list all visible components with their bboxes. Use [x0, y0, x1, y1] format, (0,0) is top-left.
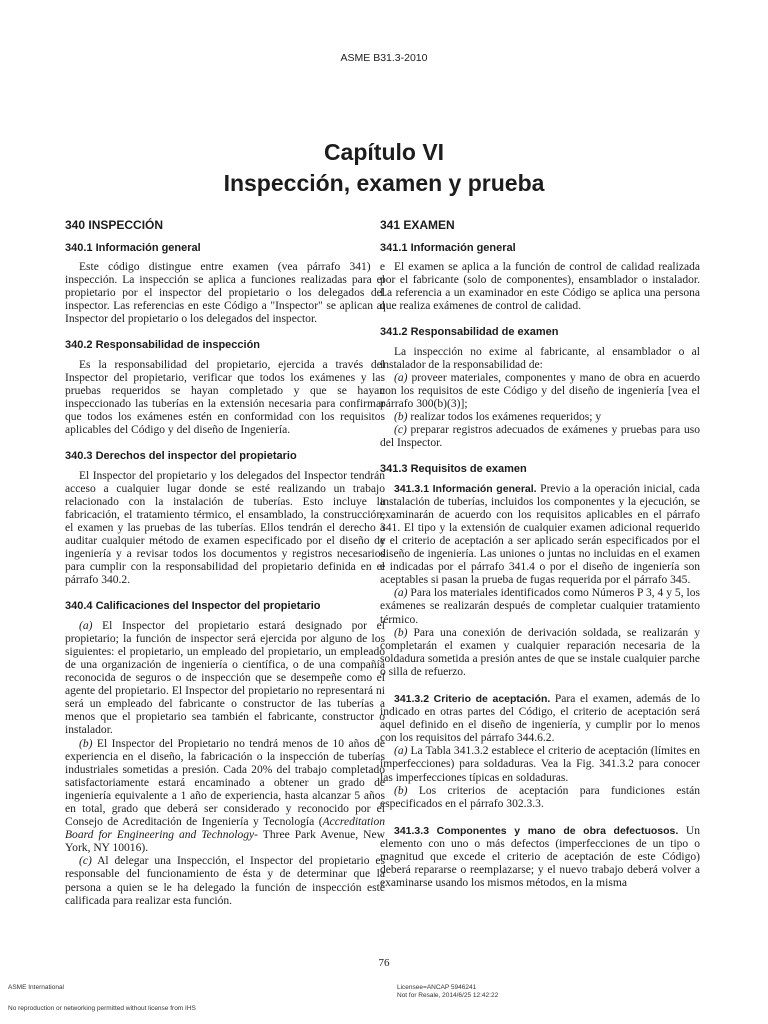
section-340-heading: 340 INSPECCIÓN [65, 218, 164, 232]
standard-header: ASME B31.3-2010 [340, 52, 428, 64]
item-text-a: La Tabla 341.3.2 establece el criterio de aceptación (límites en imperfecciones) para soldaduras. Vea la Fig. 341.3.2 para conocer las imperfecciones típicas en soldaduras. [380, 745, 700, 784]
section-340-2-heading: 340.2 Responsabilidad de inspección [65, 339, 261, 352]
section-340-1-heading: 340.1 Información general [65, 241, 201, 254]
page-number: 76 [378, 957, 390, 969]
item-label-c: (c) [394, 424, 407, 437]
paragraph-341-3-2 [380, 693, 700, 745]
footer-publisher: ASME International [8, 984, 65, 991]
item-label-c: (c) [79, 855, 92, 868]
paragraph-341-3-3 [380, 825, 700, 890]
run-in-heading-341-3-1: 341.3.1 Información general. [394, 482, 537, 495]
paragraph-341-3-2-text: Para el examen, además de lo indicado en otras partes del Código, el criterio de aceptación será aquel definido en el diseño de ingeniería, y cumplir por lo menos con los requisitos del párrafo 344.6.2. [380, 693, 700, 745]
item-text-b: Para una conexión de derivación soldada, se realizarán y completarán el examen y cualquier reparación necesaria de la soldadura sometida a presión antes de que se instale cualquier parche o silla de refuerzo. [380, 626, 700, 678]
item-label-b: (b) [394, 784, 408, 797]
item-label-a: (a) [79, 619, 93, 632]
paragraph-341-3-2-a [380, 745, 700, 784]
run-in-heading-341-3-3: 341.3.3 Componentes y mano de obra defectuosos. [394, 824, 679, 837]
section-341-1-heading: 341.1 Información general [380, 241, 516, 254]
item-label-a: (a) [394, 371, 408, 384]
footer-license-notice: No reproduction or networking permitted without license from IHS [8, 1005, 196, 1012]
paragraph-341-3-1-a [380, 587, 700, 626]
item-label-a: (a) [394, 745, 408, 758]
paragraph-340-2: Es la responsabilidad del propietario, ejercida a través del Inspector del propietario, verificar que todos los exámenes y las pruebas requeridos se hayan completado y que se hayan inspeccionado las tuberías en la extensión necesaria para confirmar que todos los exámenes estén en conformidad con los requisitos aplicables del Código y del diseño de Ingeniería. [65, 358, 385, 437]
item-text-b-italic: Accreditation Board for Engineering and Technology [65, 816, 385, 842]
right-column [380, 218, 700, 890]
item-text-b: realizar todos los exámenes requeridos; y [407, 411, 602, 424]
paragraph-341-3-3-text: Un elemento con uno o más defectos (imperfecciones de un tipo o magnitud que excede el criterio de aceptación de este Código) deberá repararse o reemplazarse; y el nuevo trabajo deberá volver a examinarse usando los mismos métodos, en la misma [380, 824, 701, 890]
item-label-a: (a) [394, 587, 408, 600]
item-text-c: Al delegar una Inspección, el Inspector del propietario es responsable del funcionamiento de ésta y de determinar que la persona a quien se le ha delegado la función de inspección esté calificada para realizar esta función. [65, 855, 385, 907]
paragraph-340-3: El Inspector del propietario y los delegados del Inspector tendrán acceso a cualquier lugar donde se esté realizando un trabajo relacionado con la instalación de tuberías. Esto incluye la fabricación, el tratamiento térmico, el ensamblado, la construcción, el examen y las pruebas de las tuberías. Ellos tendrán el derecho a auditar cualquier método de examen especificado por el diseño de ingeniería y a revisar todos los documentos y registros necesarios para cumplir con la responsabilidad del propietario definida en el párrafo 340.2. [65, 469, 385, 587]
paragraph-341-3-2-b [380, 785, 700, 811]
section-341-3-heading: 341.3 Requisitos de examen [380, 463, 527, 476]
item-text-a: Para los materiales identificados como Números P 3, 4 y 5, los exámenes se realizarán después de completar cualquier tratamiento térmico. [380, 587, 700, 626]
footer-resale-notice: Not for Resale, 2014/6/25 12:42:22 [397, 992, 499, 999]
paragraph-341-1: El examen se aplica a la función de control de calidad realizada por el fabricante (solo de componentes), ensamblador o instalador. La referencia a un examinador en este Código se aplica una persona que realiza exámenes de control de calidad. [380, 260, 700, 313]
paragraph-340-1: Este código distingue entre examen (vea párrafo 341) e inspección. La inspección se aplica a funciones realizadas para el propietario por el inspector del propietario o los delegados del inspector. Las referencias en este Código a "Inspector" se aplican al Inspector del propietario o los delegados del inspector. [65, 260, 385, 326]
item-text-b: El Inspector del Propietario no tendrá menos de 10 años de experiencia en el diseño, la fabricación o la inspección de tuberías industriales sometidas a presión. Cada 20% del trabajo completado satisfactoriamente estará encaminado a obtener un grado de ingeniería equivalente a 1 año de experiencia, hasta alcanzar 5 años en total, grado que deberá ser considerado y reconocido por el Consejo de Acreditación de Ingeniería y Tecnología ( [65, 737, 385, 829]
paragraph-341-3-1 [380, 483, 700, 588]
chapter-title: Capítulo VI [323, 139, 445, 165]
item-label-b: (b) [394, 626, 408, 639]
paragraph-341-3-1-b [380, 627, 700, 679]
paragraph-341-2-a [380, 372, 700, 411]
item-label-b: (b) [79, 737, 93, 750]
section-340-3-heading: 340.3 Derechos del inspector del propietario [65, 450, 297, 463]
footer-licensee: Licensee=ANCAP 5946241 [397, 984, 477, 991]
run-in-heading-341-3-2: 341.3.2 Criterio de aceptación. [394, 693, 551, 706]
chapter-heading [0, 137, 768, 199]
paragraph-341-2: La inspección no exime al fabricante, al ensamblador o al instalador de la responsabilidad de: [380, 345, 700, 371]
section-341-heading: 341 EXAMEN [380, 218, 455, 232]
paragraph-340-4-b [65, 738, 385, 856]
chapter-subtitle: Inspección, examen y prueba [223, 170, 545, 197]
section-340-4-heading: 340.4 Calificaciones del Inspector del propietario [65, 600, 321, 613]
paragraph-341-3-1-text: Previo a la operación inicial, cada instalación de tuberías, incluidos los componentes y la ejecución, se examinarán de acuerdo con los requisitos aplicables en el párrafo 341. El tipo y la extensión de cualquier examen adicional requerido y el criterio de aceptación a ser aplicado serán especificados por el diseño de ingeniería. Las uniones o juntas no incluidas en el examen e indicadas por el párrafo 341.4 o por el diseño de ingeniería son aceptables si pasan la prueba de fugas requerida por el párrafo 345. [380, 482, 700, 587]
item-text-a: El Inspector del propietario estará designado por el propietario; la función de inspector será ejercida por alguno de los siguientes: el propietario, un empleado del propietario, un empleado de una organización de ingeniería o científica, o de una compañía reconocida de seguros o de inspección que se desempeñe como el agente del propietario. El Inspector del propietario no representará ni será un empleado del fabricante o constructor de las tuberías a menos que el propietario sea también el fabricante, constructor o instalador. [65, 619, 385, 737]
item-label-b: (b) [394, 411, 408, 424]
section-341-2-heading: 341.2 Responsabilidad de examen [380, 326, 559, 339]
item-text-b: Los criterios de aceptación para fundiciones están especificados en el párrafo 302.3.3. [380, 784, 700, 810]
paragraph-340-4-c [65, 855, 385, 907]
left-column [65, 218, 385, 908]
item-text-a: proveer materiales, componentes y mano de obra en acuerdo con los requisitos de este Código y del diseño de ingeniería [vea el párrafo 300(b)(3)]; [380, 371, 700, 410]
paragraph-341-2-b [380, 411, 700, 424]
paragraph-341-2-c [380, 424, 700, 450]
item-text-b-end: - Three Park Avenue, New York, NY 10016). [65, 829, 385, 855]
item-text-c: preparar registros adecuados de exámenes y pruebas para uso del Inspector. [380, 424, 700, 450]
paragraph-340-4-a [65, 620, 385, 738]
